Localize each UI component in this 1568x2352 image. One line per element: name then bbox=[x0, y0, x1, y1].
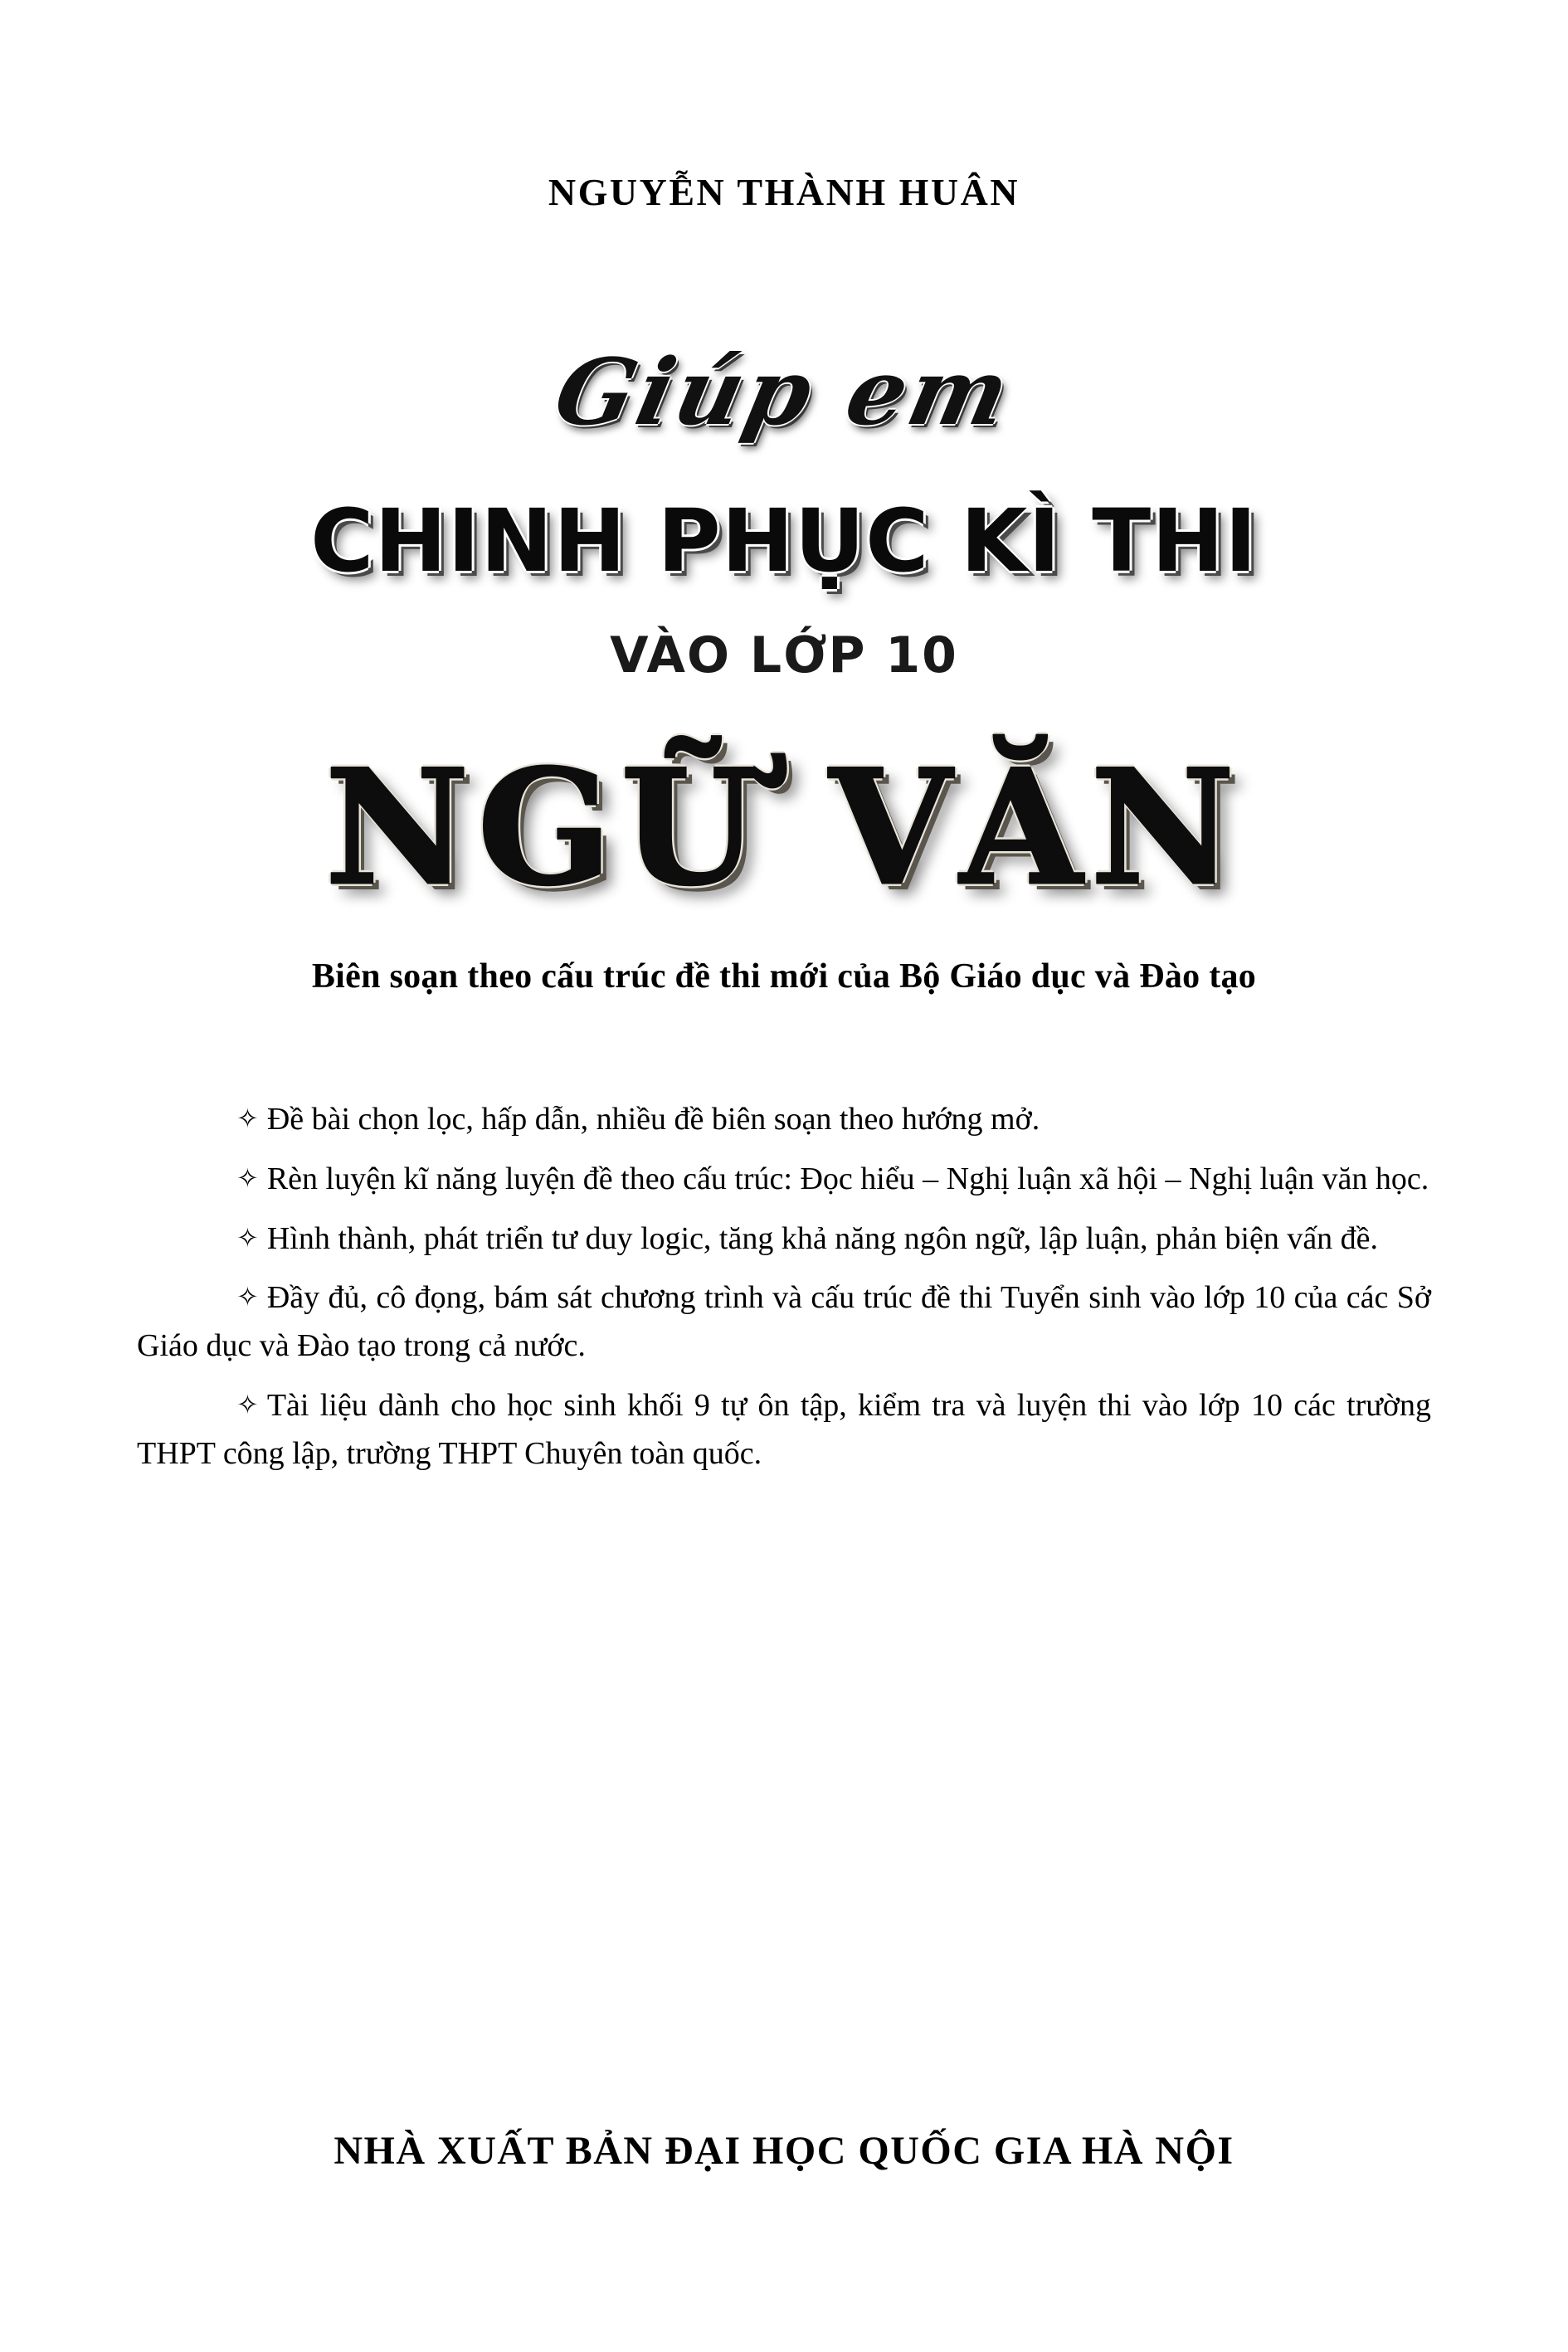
list-item bbox=[137, 1274, 1431, 1371]
tagline: Biên soạn theo cấu trúc đề thi mới của Bộ Giáo dục và Đào tạo bbox=[311, 957, 1257, 996]
list-item-text: Rèn luyện kĩ năng luyện đề theo cấu trúc: Đọc hiểu – Nghị luận xã hội – Nghị luận văn học. bbox=[266, 1161, 1429, 1196]
list-item bbox=[137, 1156, 1431, 1204]
list-item bbox=[137, 1215, 1431, 1264]
list-item-text: Đầy đủ, cô đọng, bám sát chương trình và cấu trúc đề thi Tuyển sinh vào lớp 10 của các Sở Giáo dục và Đào tạo trong cả nước. bbox=[137, 1280, 1431, 1364]
diamond-bullet-icon: ✧ bbox=[236, 1162, 259, 1193]
list-item bbox=[137, 1096, 1431, 1144]
list-item bbox=[137, 1382, 1431, 1478]
subject-title: NGỮ VĂN bbox=[324, 735, 1244, 921]
main-title: CHINH PHỤC KÌ THI bbox=[310, 490, 1258, 592]
diamond-bullet-icon: ✧ bbox=[236, 1103, 259, 1134]
script-title: Giúp em bbox=[546, 338, 1022, 446]
feature-list bbox=[137, 1096, 1431, 1478]
diamond-bullet-icon: ✧ bbox=[236, 1282, 259, 1312]
list-item-text: Hình thành, phát triển tư duy logic, tăng khả năng ngôn ngữ, lập luận, phản biện vấn đề. bbox=[266, 1220, 1379, 1256]
sub-title: VÀO LỚP 10 bbox=[610, 626, 958, 685]
list-item-text: Tài liệu dành cho học sinh khối 9 tự ôn tập, kiểm tra và luyện thi vào lớp 10 các trường THPT công lập, trường THPT Chuyên toàn quốc. bbox=[137, 1387, 1431, 1471]
author-name: NGUYỄN THÀNH HUÂN bbox=[548, 171, 1020, 213]
diamond-bullet-icon: ✧ bbox=[236, 1222, 259, 1253]
publisher-name: NHÀ XUẤT BẢN ĐẠI HỌC QUỐC GIA HÀ NỘI bbox=[334, 2129, 1234, 2173]
script-title-line bbox=[137, 338, 1431, 471]
list-item-text: Đề bài chọn lọc, hấp dẫn, nhiều đề biên soạn theo hướng mở. bbox=[266, 1102, 1040, 1137]
diamond-bullet-icon: ✧ bbox=[236, 1389, 259, 1419]
